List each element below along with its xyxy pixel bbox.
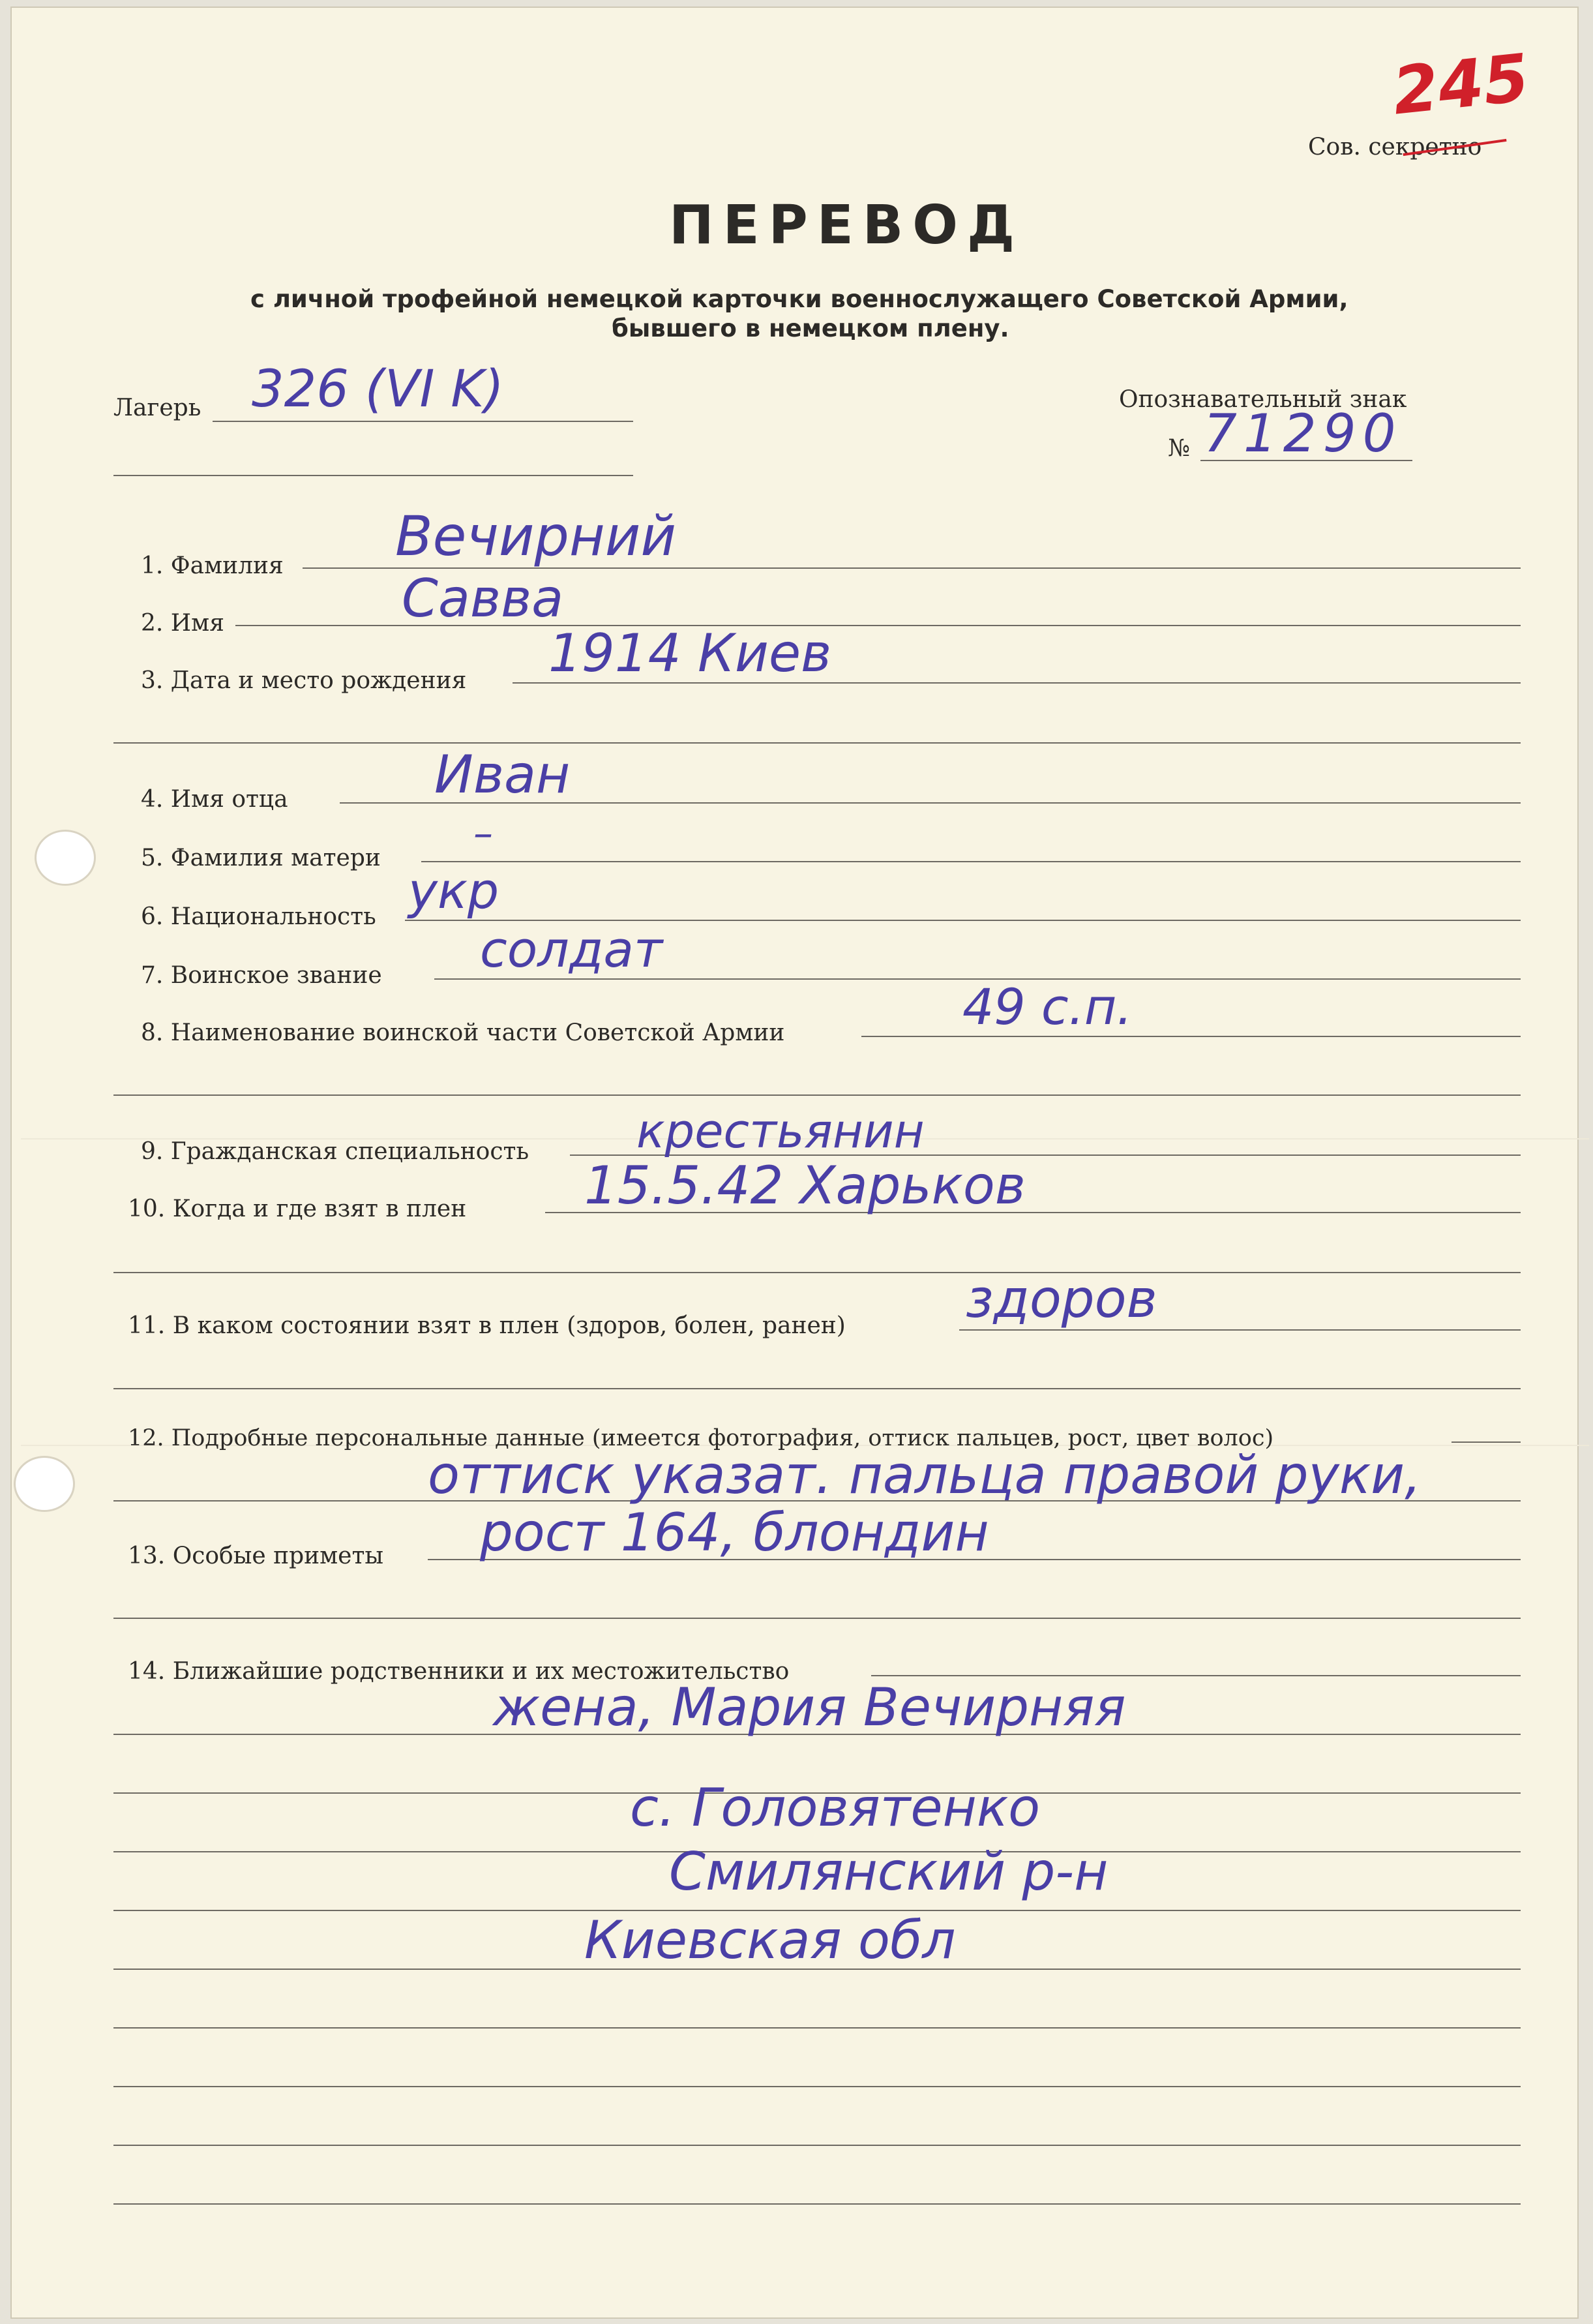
field-8-label: 8. Наименование воинской части Советской Армии: [141, 1019, 785, 1046]
field-8-line: [861, 1036, 1521, 1037]
field-5-label: 5. Фамилия матери: [141, 845, 381, 871]
camp-value: 326 (VI K): [252, 360, 504, 419]
field-11-line: [959, 1329, 1521, 1331]
field-11-line-2: [113, 1388, 1521, 1389]
field-6-label: 6. Национальность: [141, 903, 376, 930]
field-2-value: Савва: [402, 568, 564, 629]
stamp-number: 245: [1389, 39, 1533, 130]
id-tag-value: 71290: [1204, 403, 1403, 464]
page-title: ПЕРЕВОД: [669, 194, 1024, 256]
relatives-line-1: жена, Мария Вечирняя: [493, 1677, 1126, 1738]
field-11-value: здоров: [966, 1269, 1157, 1329]
field-9-value: крестьянин: [636, 1104, 925, 1158]
field-7-value: солдат: [480, 920, 663, 978]
field-9-label: 9. Гражданская специальность: [141, 1138, 529, 1165]
classification-label: Сов. секретно: [1308, 134, 1482, 160]
subtitle-line-2: бывшего в немецком плену.: [612, 314, 1009, 342]
punch-hole: [37, 832, 94, 884]
camp-line-2: [113, 475, 633, 476]
field-7-label: 7. Воинское звание: [141, 962, 382, 989]
field-13-label: 13. Особые приметы: [128, 1543, 384, 1569]
field-14-line-8: [113, 2086, 1521, 2087]
punch-hole: [16, 1458, 73, 1510]
field-2-label: 2. Имя: [141, 610, 224, 637]
field-5-value: –: [473, 811, 493, 856]
field-3-value: 1914 Киев: [548, 623, 832, 684]
id-tag-number-sign: №: [1168, 435, 1191, 462]
field-6-value: укр: [408, 862, 499, 920]
field-13-value: рост 164, блондин: [480, 1502, 989, 1563]
field-3-label: 3. Дата и место рождения: [141, 667, 467, 694]
relatives-line-3: Смилянский р-н: [669, 1841, 1109, 1902]
field-3-line-2: [113, 742, 1521, 744]
camp-line: [213, 421, 633, 422]
field-14-line-7: [113, 2027, 1521, 2029]
field-8-value: 49 с.п.: [962, 978, 1133, 1036]
document-page: [10, 7, 1579, 2319]
field-11-label: 11. В каком состоянии взят в плен (здоров, болен, ранен): [128, 1312, 846, 1339]
field-1-label: 1. Фамилия: [141, 552, 284, 579]
field-14-line-9: [113, 2145, 1521, 2146]
field-10-line-2: [113, 1272, 1521, 1273]
field-13-line-2: [113, 1618, 1521, 1619]
field-14-line-10: [113, 2203, 1521, 2205]
field-12-value: оттиск указат. пальца правой руки,: [428, 1445, 1422, 1505]
field-10-value: 15.5.42 Харьков: [584, 1155, 1026, 1216]
camp-label: Лагерь: [113, 395, 201, 421]
relatives-line-4: Киевская обл: [584, 1910, 956, 1970]
field-5-line: [421, 861, 1521, 862]
field-4-label: 4. Имя отца: [141, 786, 288, 813]
relatives-line-2: с. Головятенко: [630, 1777, 1041, 1838]
field-12-label: 12. Подробные персональные данные (имеется фотография, оттиск пальцев, рост, цвет волос): [128, 1425, 1274, 1451]
field-4-value: Иван: [434, 744, 571, 805]
field-10-label: 10. Когда и где взят в плен: [128, 1196, 467, 1222]
field-8-line-2: [113, 1094, 1521, 1096]
field-14-label: 14. Ближайшие родственники и их местожительство: [128, 1658, 790, 1685]
subtitle-line-1: с личной трофейной немецкой карточки военнослужащего Советской Армии,: [250, 285, 1348, 313]
field-12-line: [1452, 1441, 1521, 1443]
field-14-line: [871, 1675, 1521, 1676]
field-1-value: Вечирний: [395, 504, 676, 568]
id-tag-label: Опознавательный знак: [1119, 386, 1407, 413]
